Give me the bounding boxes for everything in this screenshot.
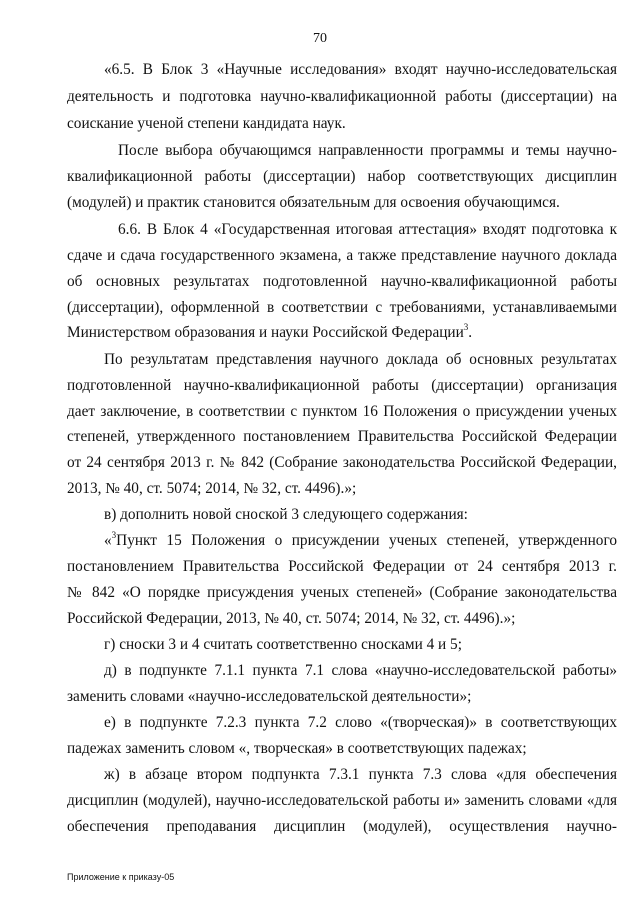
paragraph-choice-line-1: После выбора обучающимся направленности программы и темы научно- <box>118 142 617 159</box>
page-footer: Приложение к приказу-05 <box>67 872 175 882</box>
item-d-line-1: д) в подпункте 7.1.1 пункта 7.1 слова «научно-исследовательской работы» <box>104 662 617 679</box>
paragraph-6-6-line-2: сдаче и сдача государственного экзамена, а также представление научного доклада <box>67 247 617 264</box>
paragraph-results-line-1: По результатам представления научного доклада об основных результатах <box>104 351 617 368</box>
item-zh-line-2: дисциплин (модулей), научно-исследовательской работы и» заменить словами «для <box>67 792 617 809</box>
footnote-text-line-2: постановлением Правительства Российской Федерации от 24 сентября 2013 г. <box>67 558 617 575</box>
paragraph-results-line-6: 2013, № 40, ст. 5074; 2014, № 32, ст. 4496).»; <box>67 480 357 497</box>
paragraph-results-line-4: степеней, утвержденного постановлением Правительства Российской Федерации <box>67 428 617 445</box>
paragraph-6-6-line-3: об основных результатах подготовленной научно-квалификационной работы <box>67 273 617 290</box>
footnote-text-line-1 <box>104 532 617 550</box>
page-number: 70 <box>313 31 327 46</box>
item-e-line-2: падежах заменить словом «, творческая» в соответствующих падежах; <box>67 740 527 757</box>
paragraph-results-line-5: от 24 сентября 2013 г. № 842 (Собрание законодательства Российской Федерации, <box>67 454 617 471</box>
paragraph-6-6-line-1: 6.6. В Блок 4 «Государственная итоговая аттестация» входят подготовка к <box>118 221 617 238</box>
paragraph-6-5-line-3: соискание ученой степени кандидата наук. <box>67 115 346 132</box>
paragraph-results-line-3: дает заключение, в соответствии с пунктом 16 Положения о присуждении ученых <box>67 403 617 420</box>
paragraph-6-6-line-4: (диссертации), оформленной в соответствии с требованиями, устанавливаемыми <box>67 299 617 316</box>
paragraph-choice-line-2: квалификационной работы (диссертации) набор соответствующих дисциплин <box>67 168 617 185</box>
paragraph-6-6-line-5-end: . <box>468 324 473 341</box>
item-e-line-1: е) в подпункте 7.2.3 пункта 7.2 слово «(творческая)» в соответствующих <box>104 714 617 731</box>
item-v-line-1: в) дополнить новой сноской 3 следующего содержания: <box>104 506 468 523</box>
item-d-line-2: заменить словами «научно-исследовательской деятельности»; <box>67 688 472 705</box>
footnote-text-line-4: Российской Федерации, 2013, № 40, ст. 5074; 2014, № 32, ст. 4496).»; <box>67 610 516 627</box>
paragraph-6-5-line-1: «6.5. В Блок 3 «Научные исследования» входят научно-исследовательская <box>104 61 617 78</box>
paragraph-6-6-line-5 <box>67 324 617 342</box>
footnote-mark-3: 3 <box>463 322 469 332</box>
paragraph-6-6-line-5-text: Министерством образования и науки Российской Федерации <box>67 324 464 341</box>
footnote-text-line-3: № 842 «О порядке присуждения ученых степеней» (Собрание законодательства <box>67 584 617 601</box>
footnote-text-line-1-text: Пункт 15 Положения о присуждении ученых степеней, утвержденного <box>116 532 617 549</box>
item-zh-line-1: ж) в абзаце втором подпункта 7.3.1 пункта 7.3 слова «для обеспечения <box>104 766 617 783</box>
paragraph-choice-line-3: (модулей) и практик становится обязательным для освоения обучающимся. <box>67 194 560 211</box>
paragraph-6-5-line-2: деятельность и подготовка научно-квалификационной работы (диссертации) на <box>67 88 617 105</box>
paragraph-results-line-2: подготовленной научно-квалификационной работы (диссертации) организация <box>67 377 617 394</box>
item-g-line-1: г) сноски 3 и 4 считать соответственно сносками 4 и 5; <box>104 636 462 653</box>
footnote-open-quote: « <box>104 532 112 549</box>
item-zh-line-3: обеспечения преподавания дисциплин (модулей), осуществления научно- <box>67 818 617 835</box>
footnote-text-mark: 3 <box>111 530 117 540</box>
